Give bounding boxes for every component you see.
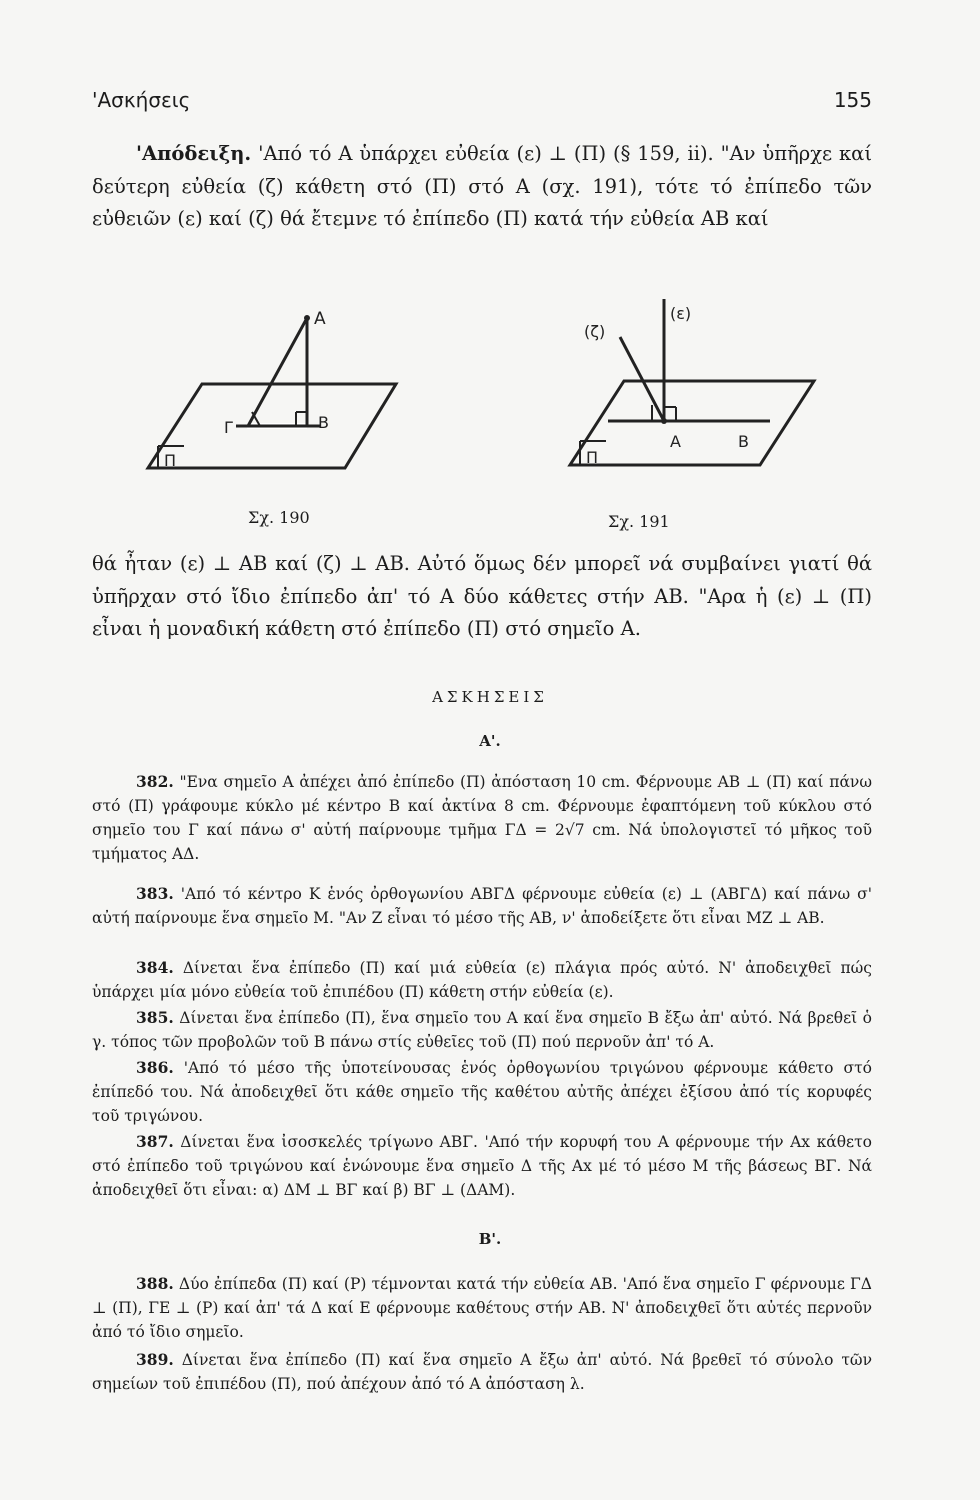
label-a: A [670, 432, 681, 451]
oblique-ag [248, 318, 307, 426]
label-zeta: (ζ) [584, 322, 606, 341]
caption-fig190: Σχ. 190 [248, 508, 310, 527]
plane-outline [570, 381, 814, 465]
running-header: 'Ασκήσεις [92, 88, 191, 112]
exercise-389: 389. Δίνεται ἕνα ἐπίπεδο (Π) καί ἕνα σημεῖο Α ἔξω ἀπ' αὐτό. Νά βρεθεῖ τό σύνολο τῶν σημείων τοῦ ἐπιπέδου (Π), πού ἀπέχουν ἀπό τό Α ἀπόσταση λ. [92, 1350, 872, 1393]
proof-label: 'Απόδειξη. [136, 142, 252, 165]
label-g: Γ [224, 418, 233, 437]
exercise-382: 382. "Ενα σημεῖο Α ἀπέχει ἀπό ἐπίπεδο (Π) ἀπόσταση 10 cm. Φέρνουμε ΑΒ ⊥ (Π) καί πάνω στό (Π) γράφουμε κύκλο μέ κέντρο Β καί ἀκτίνα 8 cm. Φέρνουμε ἐφαπτόμενη τοῦ κύκλου στό σημεῖο του Γ καί πάνω σ' αὐτή παίρνουμε τμῆμα ΓΔ = 2√7 cm. Νά ὑπολογιστεῖ τό μῆκος τοῦ τμήματος ΑΔ. [92, 772, 872, 863]
label-a: A [314, 309, 326, 329]
page-number: 155 [833, 88, 872, 112]
exercise-385: 385. Δίνεται ἕνα ἐπίπεδο (Π), ἕνα σημεῖο του Α καί ἕνα σημεῖο Β ἔξω ἀπ' αὐτό. Νά βρεθεῖ ὁ γ. τόπος τῶν προβολῶν τοῦ Β πάνω στίς εὐθεῖες τοῦ (Π) πού περνοῦν ἀπ' τό Α. [92, 1008, 872, 1051]
label-b: B [318, 413, 329, 432]
label-b: B [738, 432, 749, 451]
exercise-387: 387. Δίνεται ἕνα ἰσοσκελές τρίγωνο ΑΒΓ. 'Από τήν κορυφή του Α φέρνουμε τήν Αx κάθετο στό ἐπίπεδο τοῦ τριγώνου καί ἑνώνουμε ἕνα σημεῖο Δ τῆς Αx μέ τό μέσο Μ τῆς βάσεως ΒΓ. Νά ἀποδειχθεῖ ὅτι εἶναι: α) ΔΜ ⊥ ΒΓ καί β) ΒΓ ⊥ (ΔΑΜ). [92, 1132, 872, 1199]
proof-paragraph [92, 138, 872, 236]
part-b-heading: Β'. [478, 1230, 502, 1248]
proof-text: 'Από τό Α ὑπάρχει εὐθεία (ε) ⊥ (Π) (§ 159, ii). "Αν ὑπῆρχε καί δεύτερη εὐθεία (ζ) κάθετη στό (Π) στό Α (σχ. 191), τότε τό ἐπίπεδο τῶν εὐθειῶν (ε) καί (ζ) θά ἔτεμνε τό ἐπίπεδο (Π) κατά τήν εὐθεία ΑΒ καί [92, 142, 872, 230]
exercise-384: 384. Δίνεται ἕνα ἐπίπεδο (Π) καί μιά εὐθεία (ε) πλάγια πρός αὐτό. Ν' ἀποδειχθεῖ πώς ὑπάρχει μία μόνο εὐθεία τοῦ ἐπιπέδου (Π) κάθετη στήν εὐθεία (ε). [92, 958, 872, 1001]
figure-191 [560, 295, 850, 485]
label-epsilon: (ε) [670, 304, 692, 323]
exercise-388: 388. Δύο ἐπίπεδα (Π) καί (Ρ) τέμνονται κατά τήν εὐθεία ΑΒ. 'Από ἕνα σημεῖο Γ φέρνουμε ΓΔ ⊥ (Π), ΓΕ ⊥ (Ρ) καί ἀπ' τά Δ καί Ε φέρνουμε καθέτους στήν ΑΒ. Ν' ἀποδειχθεῖ ὅτι αὐτές περνοῦν ἀπό τό ἴδιο σημεῖο. [92, 1274, 872, 1341]
proof-continuation: θά ἦταν (ε) ⊥ ΑΒ καί (ζ) ⊥ ΑΒ. Αὐτό ὅμως δέν μπορεῖ νά συμβαίνει γιατί θά ὑπῆρχαν στό ἴδιο ἐπίπεδο ἀπ' τό Α δύο κάθετες στήν ΑΒ. "Αρα ἡ (ε) ⊥ (Π) εἶναι ἡ μοναδική κάθετη στό ἐπίπεδο (Π) στό σημεῖο Α. [92, 552, 872, 640]
exercises-heading: ΑΣΚΗΣΕΙΣ [432, 688, 548, 706]
figure-190 [140, 300, 420, 480]
line-z [620, 337, 664, 421]
point-a [661, 418, 667, 424]
part-a-heading: Α'. [479, 732, 501, 750]
label-p: Π [586, 448, 599, 467]
exercise-383: 383. 'Από τό κέντρο Κ ἑνός ὀρθογωνίου ΑΒΓΔ φέρνουμε εὐθεία (ε) ⊥ (ΑΒΓΔ) καί πάνω σ' αὐτή παίρνουμε ἕνα σημεῖο Μ. "Αν Ζ εἶναι τό μέσο τῆς ΑΒ, ν' ἀποδείξετε ὅτι εἶναι ΜΖ ⊥ ΑΒ. [92, 884, 872, 927]
exercise-386: 386. 'Από τό μέσο τῆς ὑποτείνουσας ἑνός ὀρθογωνίου τριγώνου φέρνουμε κάθετο στό ἐπίπεδό του. Νά ἀποδειχθεῖ ὅτι κάθε σημεῖο τῆς καθέτου αὐτῆς ἀπέχει ἐξίσου ἀπό τίς κορυφές τοῦ τριγώνου. [92, 1058, 872, 1125]
point-a [304, 315, 310, 321]
caption-fig191: Σχ. 191 [608, 512, 670, 531]
label-p: Π [164, 451, 177, 470]
